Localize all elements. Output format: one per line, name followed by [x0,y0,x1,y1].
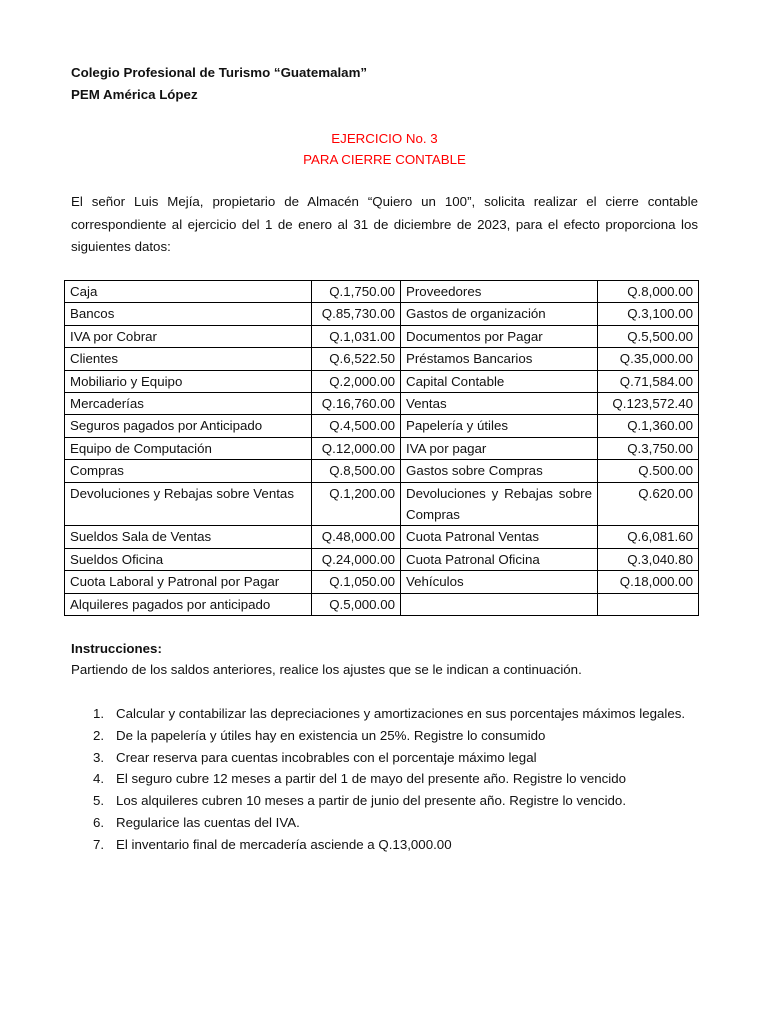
account-amount-right: Q.500.00 [598,460,699,482]
table-row [65,571,699,593]
list-item-number: 4. [93,771,105,787]
account-amount-right: Q.6,081.60 [598,526,699,548]
list-item-text: El inventario final de mercadería asciende a Q.13,000.00 [116,836,452,852]
account-name-right: Cuota Patronal Oficina [401,548,598,570]
account-amount-right: Q.35,000.00 [598,348,699,370]
list-item-text: Regularice las cuentas del IVA. [116,814,300,830]
list-item-text: Crear reserva para cuentas incobrables con el porcentaje máximo legal [116,749,537,765]
account-amount-right: Q.8,000.00 [598,281,699,303]
account-name-right: Documentos por Pagar [401,325,598,347]
account-amount-left: Q.16,760.00 [312,393,401,415]
intro-paragraph: El señor Luis Mejía, propietario de Almacén “Quiero un 100”, solicita realizar el cierre contable correspondiente al ejercicio del 1 de enero al 31 de diciembre de 2023, para el efecto proporciona los siguientes datos: [71,194,698,254]
account-amount-right: Q.3,750.00 [598,437,699,459]
account-amount-right: Q.1,360.00 [598,415,699,437]
exercise-subtitle: PARA CIERRE CONTABLE [303,152,466,167]
instructions-list [71,703,698,856]
list-item [71,790,698,812]
table-row [65,370,699,392]
account-name-left: Devoluciones y Rebajas sobre Ventas [65,482,312,526]
school-name: Colegio Profesional de Turismo “Guatemalam” [71,65,368,80]
account-amount-right: Q.620.00 [598,482,699,526]
account-name-left: Bancos [65,303,312,325]
table-row [65,460,699,482]
list-item-number: 3. [93,749,105,765]
instructions-title: Instrucciones: [71,641,162,656]
list-item-text: Los alquileres cubren 10 meses a partir de junio del presente año. Registre lo vencido. [116,793,627,809]
account-name-left: Sueldos Sala de Ventas [65,526,312,548]
teacher-name: PEM América López [71,87,198,102]
account-amount-left: Q.1,200.00 [312,482,401,526]
table-row [65,437,699,459]
table-row [65,303,699,325]
account-name-right [401,593,598,615]
instructions-text: Partiendo de los saldos anteriores, realice los ajustes que se le indican a continuación. [71,662,582,677]
list-item-number: 5. [93,793,105,809]
account-amount-left: Q.24,000.00 [312,548,401,570]
exercise-title: EJERCICIO No. 3 [331,131,438,146]
balances-table [64,280,699,616]
list-item-text: Calcular y contabilizar las depreciaciones y amortizaciones en sus porcentajes máximos legales. [116,706,686,721]
list-item-number: 2. [93,727,105,743]
account-name-right: Vehículos [401,571,598,593]
account-name-right: Cuota Patronal Ventas [401,526,598,548]
account-amount-right [598,593,699,615]
account-name-right: Ventas [401,393,598,415]
account-amount-right: Q.18,000.00 [598,571,699,593]
account-name-right: Préstamos Bancarios [401,348,598,370]
balances-table-body [65,281,699,616]
account-name-left: Mercaderías [65,393,312,415]
account-amount-right: Q.3,100.00 [598,303,699,325]
account-amount-right: Q.123,572.40 [598,393,699,415]
account-amount-left: Q.1,050.00 [312,571,401,593]
list-item [71,725,698,747]
account-amount-left: Q.1,750.00 [312,281,401,303]
table-row [65,348,699,370]
table-row [65,325,699,347]
account-amount-left: Q.8,500.00 [312,460,401,482]
account-name-left: Mobiliario y Equipo [65,370,312,392]
account-amount-left: Q.12,000.00 [312,437,401,459]
account-amount-right: Q.71,584.00 [598,370,699,392]
account-name-right: Devoluciones y Rebajas sobre Compras [401,482,598,526]
table-row [65,593,699,615]
table-row [65,281,699,303]
account-amount-left: Q.48,000.00 [312,526,401,548]
list-item-number: 6. [93,814,105,830]
account-name-left: Sueldos Oficina [65,548,312,570]
table-row [65,393,699,415]
account-amount-left: Q.85,730.00 [312,303,401,325]
account-amount-left: Q.5,000.00 [312,593,401,615]
account-amount-left: Q.4,500.00 [312,415,401,437]
account-name-right: Proveedores [401,281,598,303]
account-name-right: Gastos de organización [401,303,598,325]
account-name-left: Alquileres pagados por anticipado [65,593,312,615]
table-row [65,526,699,548]
list-item [71,747,698,769]
table-row [65,482,699,526]
list-item-text: El seguro cubre 12 meses a partir del 1 de mayo del presente año. Registre lo vencido [116,771,627,787]
account-name-left: IVA por Cobrar [65,325,312,347]
account-amount-left: Q.6,522.50 [312,348,401,370]
list-item [71,812,698,834]
account-name-left: Compras [65,460,312,482]
account-name-right: IVA por pagar [401,437,598,459]
account-name-left: Cuota Laboral y Patronal por Pagar [65,571,312,593]
account-name-left: Equipo de Computación [65,437,312,459]
list-item-text: De la papelería y útiles hay en existencia un 25%. Registre lo consumido [116,727,546,743]
account-amount-left: Q.2,000.00 [312,370,401,392]
list-item [71,768,698,790]
list-item [71,703,698,725]
table-row [65,548,699,570]
account-name-right: Papelería y útiles [401,415,598,437]
account-name-right: Gastos sobre Compras [401,460,598,482]
account-name-left: Caja [65,281,312,303]
account-amount-right: Q.5,500.00 [598,325,699,347]
account-name-left: Clientes [65,348,312,370]
list-item-number: 7. [93,836,105,852]
account-name-left: Seguros pagados por Anticipado [65,415,312,437]
list-item [71,834,698,856]
account-amount-left: Q.1,031.00 [312,325,401,347]
list-item-number: 1. [93,706,105,721]
account-name-right: Capital Contable [401,370,598,392]
table-row [65,415,699,437]
account-amount-right: Q.3,040.80 [598,548,699,570]
